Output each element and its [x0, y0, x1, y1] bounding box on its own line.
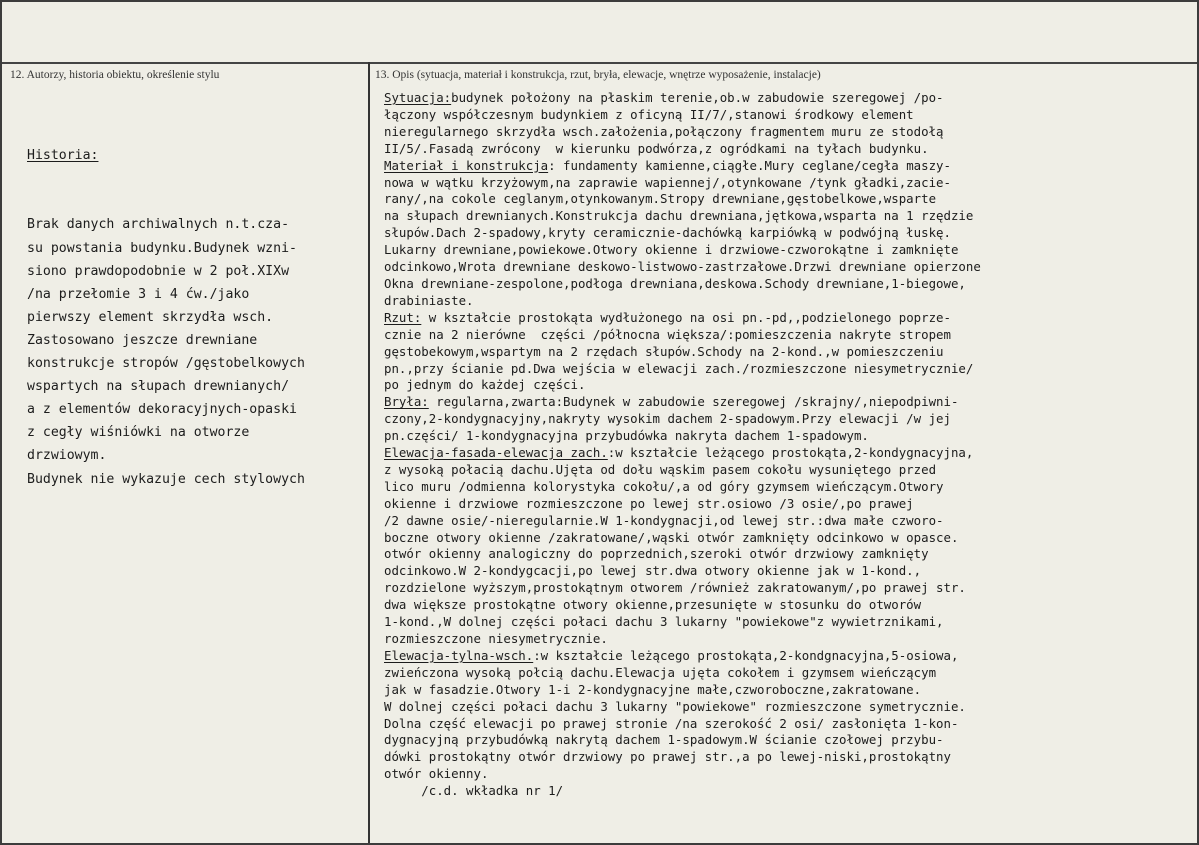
description-line: [384, 479, 981, 496]
description-text: dówki prostokątny otwór drzwiowy po prawej str.,a po lewej-niski,prostokątny: [384, 749, 951, 765]
description-text: boczne otwory okienne /zakratowane/,wąski otwór zamknięty odcinkowo w opasce.: [384, 529, 959, 545]
history-line: konstrukcje stropów /gęstobelkowych: [27, 356, 305, 372]
description-text: pn.części/ 1-kondygnacyjna przybudówka nakryta dachem 1-spadowym.: [384, 428, 869, 444]
description-text: słupów.Dach 2-spadowy,kryty ceramicznie-dachówką karpiówką w podwójną łuskę.: [384, 225, 951, 241]
description-line: [384, 175, 981, 192]
description-line: [384, 783, 981, 800]
description-text: regularna,zwarta:Budynek w zabudowie szeregowej /skrajny/,niepodpiwni-: [428, 394, 959, 410]
section-heading: Sytuacja:: [384, 90, 452, 105]
description-text: :w kształcie leżącego prostokąta,2-kondgnacyjna,5-osiowa,: [533, 647, 959, 663]
description-line: [384, 276, 981, 293]
section-heading: Materiał i konstrukcja: [384, 157, 549, 173]
description-line: [384, 546, 981, 563]
history-line: /na przełomie 3 i 4 ćw./jako: [27, 286, 250, 302]
description-column: [384, 90, 981, 800]
description-text: cznie na 2 nierówne części /północna większa/:pomieszczenia nakryte stropem: [384, 326, 951, 342]
description-line: [384, 462, 981, 479]
description-text: okienne i drzwiowe rozmieszczone po lewej str.osiowo /3 osie/,po prawej: [384, 495, 914, 511]
description-text: : fundamenty kamienne,ciągłe.Mury ceglane/cegła maszy-: [548, 157, 951, 173]
description-line: [384, 766, 981, 783]
description-line: [384, 394, 981, 411]
description-line: [384, 208, 981, 225]
description-text: odcinkowo.W 2-kondygcacji,po lewej str.dwa otwory okienne jak w 1-kond.,: [384, 563, 922, 579]
history-column: [27, 98, 305, 491]
description-line: [384, 648, 981, 665]
description-text: w kształcie prostokąta wydłużonego na osi pn.-pd,,podzielonego poprze-: [421, 309, 951, 325]
history-line: Brak danych archiwalnych n.t.cza-: [27, 217, 290, 233]
history-line: a z elementów dekoracyjnych-opaski: [27, 402, 297, 418]
description-text: rozdzielone wyższym,prostokątnym otworem /również zakratowanym/,po prawej str.: [384, 580, 966, 596]
description-line: [384, 580, 981, 597]
description-text: /2 dawne osie/-nieregularnie.W 1-kondygnacji,od lewej str.:dwa małe czworo-: [384, 512, 944, 528]
description-text: pn.,przy ścianie pd.Dwa wejścia w elewacji zach./rozmieszczone niesymetrycznie/: [384, 360, 974, 376]
description-line: [384, 749, 981, 766]
history-line: Budynek nie wykazuje cech stylowych: [27, 471, 305, 487]
description-text: dwa większe prostokątne otwory okienne,przesunięte w stosunku do otworów: [384, 597, 922, 613]
description-line: [384, 259, 981, 276]
description-line: [384, 563, 981, 580]
description-line: [384, 496, 981, 513]
description-line: [384, 90, 981, 107]
description-text: otwór okienny analogiczny do poprzednich,szeroki otwór drzwiowy zamknięty: [384, 546, 929, 562]
description-line: [384, 191, 981, 208]
header-rule: [2, 62, 1197, 64]
description-text: zwieńczona wysoką połcią dachu.Elewacja ujęta cokołem i gzymsem wieńczącym: [384, 664, 937, 680]
description-line: [384, 327, 981, 344]
history-line: Zastosowano jeszcze drewniane: [27, 332, 258, 348]
description-line: [384, 141, 981, 158]
history-line: siono prawdopodobnie w 2 poł.XIXw: [27, 263, 290, 279]
right-column-header: 13. Opis (sytuacja, materiał i konstrukcja, rzut, bryła, elewacje, wnętrze wyposażenie, instalacje): [375, 69, 821, 81]
description-line: [384, 310, 981, 327]
description-line: [384, 699, 981, 716]
section-heading: Elewacja-tylna-wsch.: [384, 647, 534, 663]
history-line: wspartych na słupach drewnianych/: [27, 379, 290, 395]
description-line: [384, 732, 981, 749]
description-text: rozmieszczone niesymetrycznie.: [384, 631, 608, 646]
description-text: lico muru /odmienna kolorystyka cokołu/,a od góry gzymsem wieńczącym.Otwory: [384, 478, 944, 494]
description-text: drabiniaste.: [384, 292, 474, 308]
description-text: rany/,na cokole ceglanym,otynkowanym.Stropy drewniane,gęstobelkowe,wsparte: [384, 191, 937, 207]
history-line: z cegły wiśniówki na otworze: [27, 425, 250, 441]
description-text: /c.d. wkładka nr 1/: [384, 783, 564, 799]
description-line: [384, 344, 981, 361]
description-text: Lukarny drewniane,powiekowe.Otwory okienne i drzwiowe-czworokątne i zamknięte: [384, 242, 959, 258]
description-text: gęstobekowym,wspartym na 2 rzędach słupów.Schody na 2-kond.,w pomieszczeniu: [384, 343, 944, 359]
description-text: jak w fasadzie.Otwory 1-i 2-kondygnacyjne małe,czworoboczne,zakratowane.: [384, 681, 922, 697]
description-text: Okna drewniane-zespolone,podłoga drewniana,deskowa.Schody drewniane,1-biegowe,: [384, 275, 966, 291]
description-line: [384, 614, 981, 631]
description-line: [384, 597, 981, 614]
description-text: budynek położony na płaskim terenie,ob.w zabudowie szeregowej /po-: [451, 90, 944, 105]
description-text: :w kształcie leżącego prostokąta,2-kondygnacyjna,: [607, 445, 974, 461]
description-line: [384, 513, 981, 530]
description-line: [384, 158, 981, 175]
description-line: [384, 665, 981, 682]
description-text: nieregularnego skrzydła wsch.założenia,połączony fragmentem muru ze stodołą: [384, 123, 944, 139]
description-text: II/5/.Fasadą zwrócony w kierunku podwórza,z ogródkami na tyłach budynku.: [384, 140, 929, 156]
description-line: [384, 242, 981, 259]
description-line: [384, 293, 981, 310]
history-title: Historia:: [27, 148, 99, 164]
description-text: z wysoką połacią dachu.Ujęta od dołu wąskim pasem cokołu wysuniętego przed: [384, 461, 937, 477]
section-heading: Elewacja-fasada-elewacja zach.: [384, 445, 608, 461]
description-text: Dolna część elewacji po prawej stronie /na szerokość 2 osi/ zasłonięta 1-kon-: [384, 715, 959, 731]
history-line: drzwiowym.: [27, 448, 107, 464]
description-line: [384, 411, 981, 428]
section-heading: Rzut:: [384, 309, 422, 325]
description-line: [384, 107, 981, 124]
description-text: dygnacyjną przybudówką nakrytą dachem 1-spadowym.W ścianie czołowej przybu-: [384, 732, 944, 748]
description-text: otwór okienny.: [384, 766, 489, 782]
left-column-header: 12. Autorzy, historia obiektu, określenie stylu: [10, 69, 220, 81]
column-divider: [368, 62, 370, 843]
description-line: [384, 361, 981, 378]
description-line: [384, 716, 981, 733]
description-line: [384, 124, 981, 141]
description-text: nowa w wątku krzyżowym,na zaprawie wapiennej/,otynkowane /tynk gładki,zacie-: [384, 174, 951, 190]
description-text: 1-kond.,W dolnej części połaci dachu 3 lukarny "powiekowe"z wywietrznikami,: [384, 614, 944, 630]
description-text: po jednym do każdej części.: [384, 377, 586, 393]
description-text: na słupach drewnianych.Konstrukcja dachu drewniana,jętkowa,wsparta na 1 rzędzie: [384, 208, 974, 224]
description-line: [384, 428, 981, 445]
section-heading: Bryła:: [384, 394, 429, 410]
description-line: [384, 530, 981, 547]
description-line: [384, 225, 981, 242]
description-text: odcinkowo,Wrota drewniane deskowo-listwowo-zastrzałowe.Drzwi drewniane opierzone: [384, 259, 981, 275]
description-line: [384, 445, 981, 462]
history-line: pierwszy element skrzydła wsch.: [27, 309, 274, 325]
description-text: łączony współczesnym budynkiem z oficyną II/7/,stanowi środkowy element: [384, 106, 914, 122]
history-line: su powstania budynku.Budynek wzni-: [27, 240, 297, 256]
description-text: czony,2-kondygnacyjny,nakryty wysokim dachem 2-spadowym.Przy elewacji /w jej: [384, 411, 951, 427]
description-line: [384, 682, 981, 699]
description-line: [384, 377, 981, 394]
description-text: W dolnej części połaci dachu 3 lukarny "powiekowe" rozmieszczone symetrycznie.: [384, 698, 966, 714]
description-line: [384, 631, 981, 648]
